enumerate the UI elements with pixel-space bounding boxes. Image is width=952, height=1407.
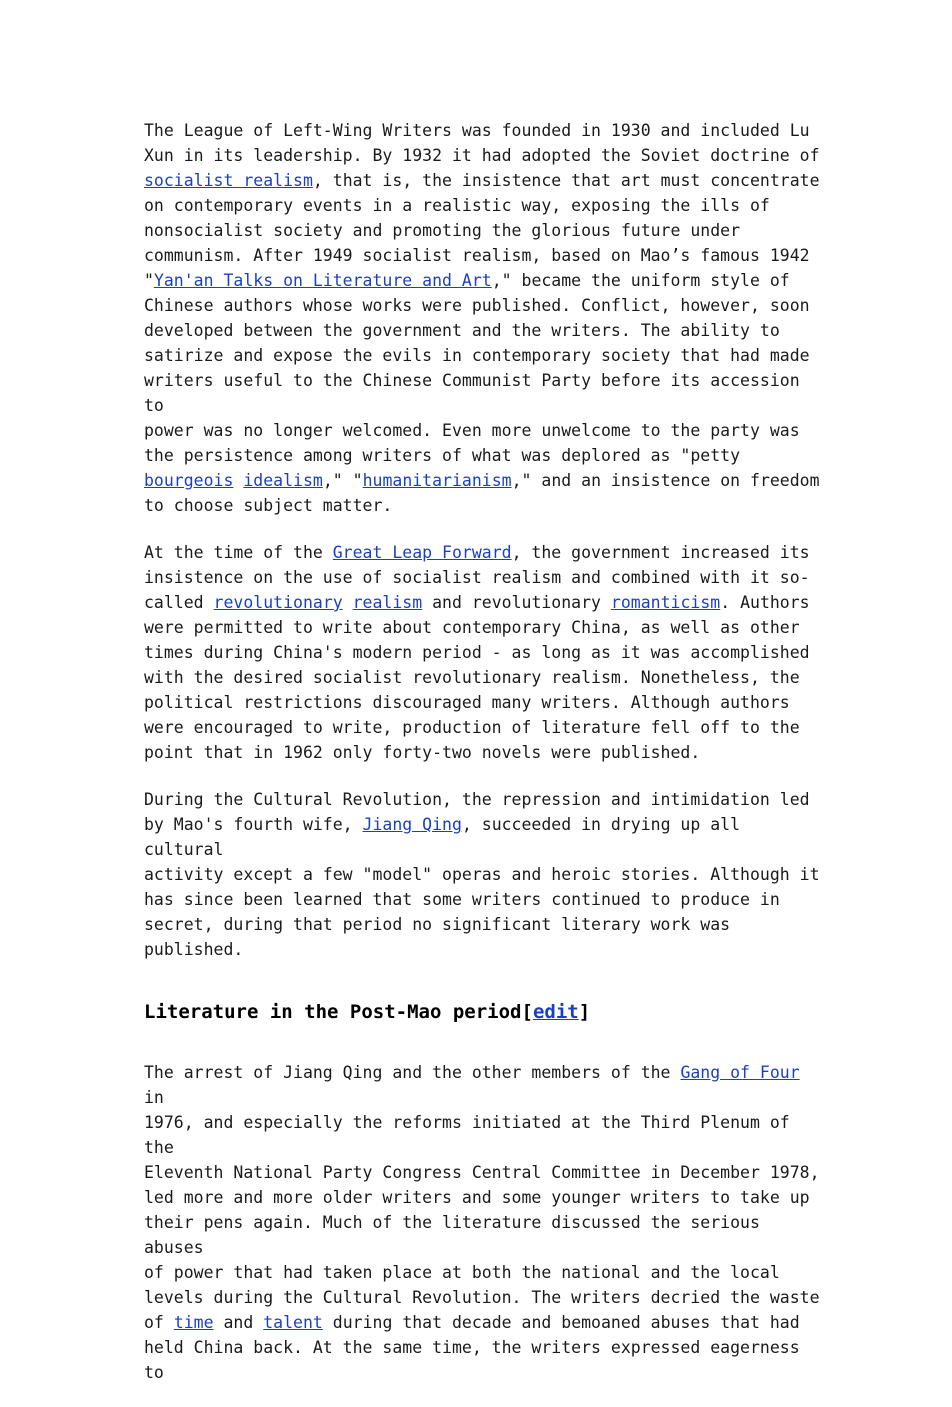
link-idealism[interactable]: idealism — [243, 471, 323, 490]
text: and — [213, 1313, 264, 1332]
link-time[interactable]: time — [173, 1313, 214, 1332]
link-talent[interactable]: talent — [263, 1313, 323, 1332]
link-gang-of-four[interactable]: Gang of Four — [680, 1063, 800, 1082]
text — [343, 593, 353, 612]
text: ," " — [322, 471, 363, 490]
text: At the time of the — [144, 543, 333, 562]
text: during that decade and bemoaned abuses that had held China back. At the same time, the writers expressed eagerness to — [144, 1313, 800, 1382]
article-body — [144, 118, 824, 1407]
link-revolutionary[interactable]: revolutionary — [213, 593, 343, 612]
text: The arrest of Jiang Qing and the other members of the — [144, 1063, 681, 1082]
edit-bracket-open: [ — [521, 1001, 533, 1023]
heading-title: Literature in the Post-Mao period — [144, 1001, 522, 1023]
paragraph-great-leap-forward — [144, 540, 824, 765]
text: , succeeded in drying up all cultural activity except a few "model" operas and heroic stories. Although it has since been learned that some writers continued to produce in secret, during that period no significant literary work was published. — [144, 815, 820, 959]
edit-section-link[interactable]: edit — [532, 1001, 579, 1023]
text: , the government increased its insistence on the use of socialist realism and combined with it so- called — [144, 543, 810, 612]
link-jiang-qing[interactable]: Jiang Qing — [362, 815, 462, 834]
edit-bracket-close: ] — [578, 1001, 591, 1023]
section-heading-post-mao — [144, 998, 824, 1026]
link-great-leap-forward[interactable]: Great Leap Forward — [332, 543, 512, 562]
paragraph-cultural-revolution — [144, 787, 824, 962]
text: During the Cultural Revolution, the repression and intimidation led by Mao's fourth wife, — [144, 790, 810, 834]
paragraph-league-of-left-wing-writers — [144, 118, 824, 518]
text: ," and an insistence on freedom to choose subject matter. — [144, 471, 820, 515]
text: The League of Left-Wing Writers was founded in 1930 and included Lu Xun in its leadership. By 1932 it had adopted the Soviet doctrine of — [144, 121, 820, 165]
link-socialist-realism[interactable]: socialist realism — [144, 171, 313, 190]
text: and revolutionary — [422, 593, 611, 612]
link-realism[interactable]: realism — [352, 593, 423, 612]
text: ," became the uniform style of Chinese authors whose works were published. Conflict, however, soon developed between the government and the writers. The ability to satirize and expose the evils in contemporary society that had made writers useful to the Chinese Communist Party before its accession to power was no longer welcomed. Even more unwelcome to the party was the persistence among writers of what was deplored as "petty — [144, 271, 810, 465]
text — [233, 471, 243, 490]
link-yanan-talks[interactable]: Yan'an Talks on Literature and Art — [153, 271, 492, 290]
link-humanitarianism[interactable]: humanitarianism — [362, 471, 512, 490]
text: . Authors were permitted to write about contemporary China, as well as other times during China's modern period - as long as it was accomplished with the desired socialist revolutionary realism. Nonetheless, the political restrictions discouraged many writers. Although authors were encouraged to write, production of literature fell off to the point that in 1962 only forty-two novels were published. — [144, 593, 810, 762]
link-bourgeois[interactable]: bourgeois — [144, 471, 234, 490]
text: in 1976, and especially the reforms initiated at the Third Plenum of the Eleventh National Party Congress Central Committee in December 1978, led more and more older writers and some younger writers to take up their pens again. Much of the literature discussed the serious abuses of power that had taken place at both the national and the local levels during the Cultural Revolution. The writers decried the waste of — [144, 1088, 820, 1332]
paragraph-arrest-of-jiang-qing — [144, 1060, 824, 1385]
link-romanticism[interactable]: romanticism — [610, 593, 721, 612]
text: , that is, the insistence that art must concentrate on contemporary events in a realistic way, exposing the ills of nonsocialist society and promoting the glorious future under communism. After 1949 socialist realism, based on Mao’s famous 1942 " — [144, 171, 820, 290]
